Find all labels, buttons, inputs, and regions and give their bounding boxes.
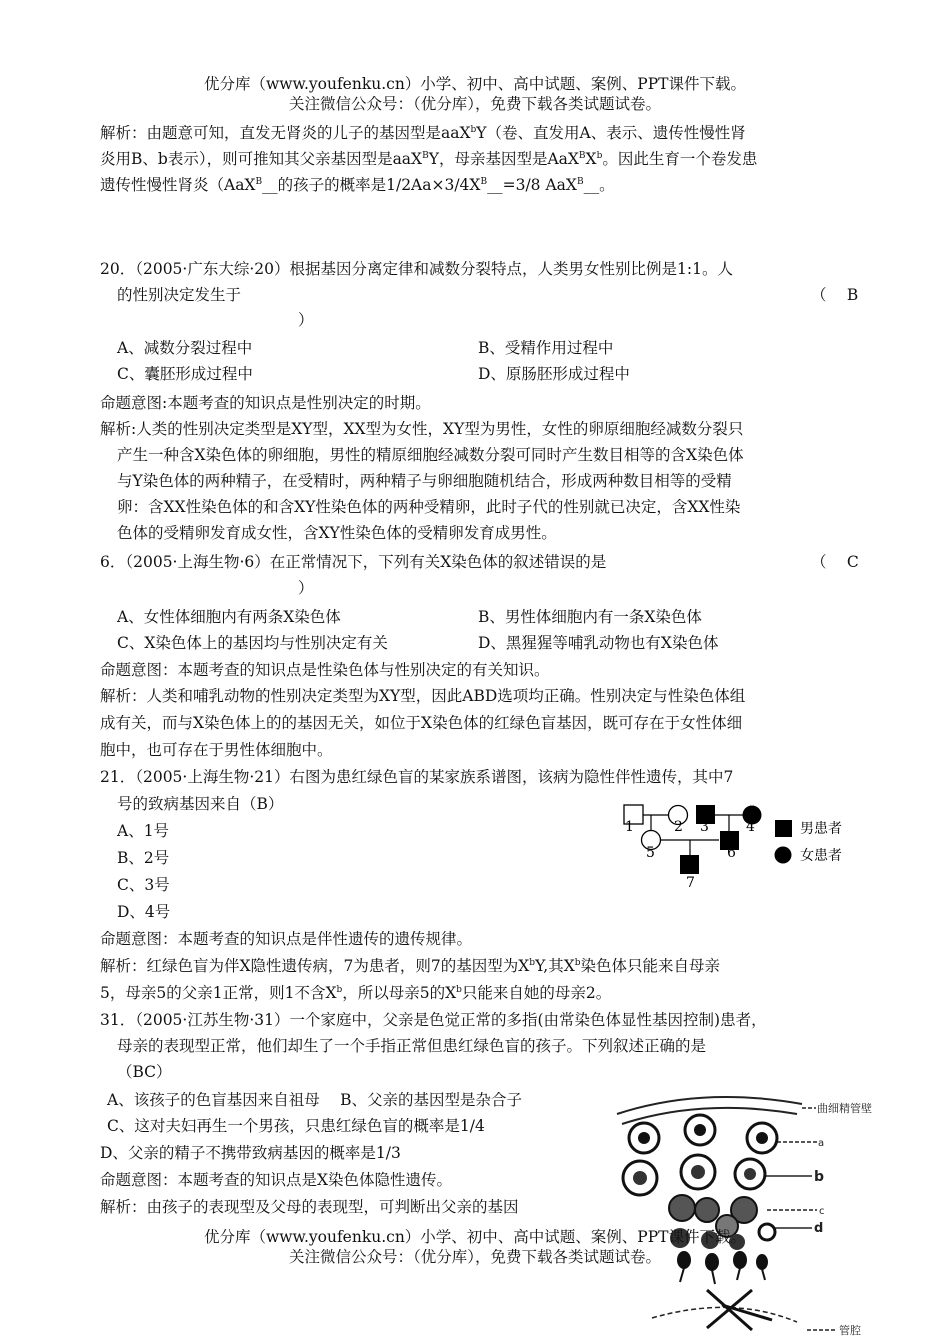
- figure-label-c: c: [819, 1206, 825, 1217]
- figure-label-d: d: [814, 1221, 824, 1236]
- pedigree-label-5: 5: [646, 845, 655, 861]
- q31-option-c: C、这对夫妇再生一个男孩，只患红绿色盲的概率是1/4: [107, 1117, 485, 1135]
- q6-option-d: D、黑猩猩等哺乳动物也有X染色体: [478, 634, 719, 652]
- q20-analysis-line-1: 解析:人类的性别决定类型是XY型，XX型为女性，XY型为男性，女性的卵原细胞经减数分裂只: [100, 420, 744, 438]
- q6-answer: （ C: [811, 553, 859, 571]
- footer-line-2: 关注微信公众号：（优分库），免费下载各类试题试卷。: [288, 1248, 661, 1266]
- q6-option-b: B、男性体细胞内有一条X染色体: [478, 608, 702, 626]
- pedigree-label-2: 2: [674, 819, 683, 835]
- q20-option-d: D、原肠胚形成过程中: [478, 365, 630, 383]
- q6-answer-close: ）: [298, 579, 314, 597]
- q6-stem: 6．（2005·上海生物·6）在正常情况下，下列有关X染色体的叙述错误的是: [100, 553, 607, 571]
- pedigree-chart: [615, 795, 875, 895]
- intro-line-2: 炎用B、b表示），则可推知其父亲基因型是aaX$^B$Y，母亲基因型是$AaX^BX^b$。因此生育一个卷发患: [100, 150, 758, 168]
- legend-female-patient-symbol: [775, 847, 792, 864]
- q21-analysis-line-2: 5，母亲5的父亲1正常，则1不含$X^b$，所以母亲5的$X^b$只能来自她的母亲2。: [100, 984, 612, 1002]
- q21-option-a: A、1号: [117, 822, 170, 840]
- q21-option-c: C、3号: [117, 876, 170, 894]
- pedigree-label-4: 4: [746, 819, 755, 835]
- q31-option-a-b: A、该孩子的色盲基因来自祖母 B、父亲的基因型是杂合子: [107, 1091, 523, 1109]
- intro-line-1: 解析：由题意可知，直发无肾炎的儿子的基因型是aaX$^b$Y（卷、直发用A、表示、遗传性慢性肾: [100, 124, 746, 142]
- q21-option-d: D、4号: [117, 903, 171, 921]
- q20-analysis-line-5: 色体的受精卵发育成女性，含XY性染色体的受精卵发育成男性。: [117, 524, 557, 542]
- legend-male-patient-label: 男患者: [800, 821, 842, 837]
- intro-line-3: 遗传性慢性肾炎（AaX$^B$__的孩子的概率是$1/2Aa\times 3/4X^B\_\_=3/8$ AaX$^B$__。: [100, 176, 615, 194]
- q6-intent: 命题意图：本题考查的知识点是性染色体与性别决定的有关知识。: [100, 661, 550, 679]
- pedigree-label-7: 7: [686, 875, 695, 891]
- q31-stem-line-2: 母亲的表现型正常，他们却生了一个手指正常但患红绿色盲的孩子。下列叙述正确的是: [117, 1037, 707, 1055]
- pedigree-label-1: 1: [625, 819, 634, 835]
- q20-answer: （ B: [811, 286, 859, 304]
- seminiferous-tubule-figure: [612, 1090, 872, 1341]
- sperm-tails-in-lumen: [707, 1290, 772, 1330]
- q20-stem-line-2: 的性别决定发生于: [117, 286, 242, 304]
- figure-label-a: a: [818, 1138, 825, 1149]
- q31-stem-line-1: 31．（2005·江苏生物·31）一个家庭中，父亲是色觉正常的多指(由常染色体显性基因控制)患者，: [100, 1011, 767, 1029]
- q6-analysis-line-2: 成有关，而与X染色体上的的基因无关，如位于X染色体的红绿色盲基因，既可存在于女性体细: [100, 714, 743, 732]
- pedigree-individual-7-affected-male: [680, 855, 699, 874]
- legend-female-patient-label: 女患者: [800, 848, 842, 864]
- primary-spermatocyte-cells: [623, 1155, 765, 1195]
- q21-stem-line-2: 号的致病基因来自（B）: [117, 795, 284, 813]
- q6-analysis-line-3: 胞中，也可存在于男性体细胞中。: [100, 741, 333, 759]
- q20-analysis-line-4: 卵：含XX性染色体的和含XY性染色体的两种受精卵，此时子代的性别就已决定，含XX性染: [117, 498, 741, 516]
- q31-option-d: D、父亲的精子不携带致病基因的概率是1/3: [100, 1144, 401, 1162]
- q6-option-c: C、X染色体上的基因均与性别决定有关: [117, 634, 388, 652]
- pedigree-label-6: 6: [727, 845, 736, 861]
- q6-analysis-line-1: 解析：人类和哺乳动物的性别决定类型为XY型，因此ABD选项均正确。性别决定与性染色体组: [100, 687, 746, 705]
- header-line-2: 关注微信公众号：（优分库），免费下载各类试题试卷。: [288, 95, 661, 113]
- q20-analysis-line-2: 产生一种含X染色体的卵细胞，男性的精原细胞经减数分裂可同时产生数目相等的含X染色体: [117, 446, 744, 464]
- q20-option-a: A、减数分裂过程中: [117, 339, 253, 357]
- q31-stem-line-3: （BC）: [117, 1063, 172, 1081]
- q21-analysis-line-1: 解析：红绿色盲为伴X隐性遗传病，7为患者，则7的基因型为$X^bY$,其$X^b$染色体只能来自母亲: [100, 957, 721, 975]
- q31-analysis-line-1: 解析：由孩子的表现型及父母的表现型，可判断出父亲的基因: [100, 1198, 519, 1216]
- q21-option-b: B、2号: [117, 849, 170, 867]
- q21-stem-line-1: 21．（2005·上海生物·21）右图为患红绿色盲的某家族系谱图，该病为隐性伴性遗传，其中7: [100, 768, 734, 786]
- q31-intent: 命题意图：本题考查的知识点是X染色体隐性遗传。: [100, 1171, 453, 1189]
- q20-option-c: C、囊胚形成过程中: [117, 365, 253, 383]
- q20-answer-close: ）: [298, 311, 314, 329]
- q20-analysis-line-3: 与Y染色体的两种精子，在受精时，两种精子与卵细胞随机结合，形成两种数目相等的受精: [117, 472, 732, 490]
- header-line-1: 优分库（www.youfenku.cn）小学、初中、高中试题、案例、PPT课件下载。: [203, 75, 747, 93]
- legend-male-patient-symbol: [775, 820, 792, 837]
- q21-intent: 命题意图：本题考查的知识点是伴性遗传的遗传规律。: [100, 930, 473, 948]
- figure-label-b: b: [814, 1169, 825, 1185]
- q6-option-a: A、女性体细胞内有两条X染色体: [117, 608, 341, 626]
- spermatogonia-cells: [629, 1115, 777, 1153]
- pedigree-label-3: 3: [700, 819, 709, 835]
- figure-bottom-label: 管腔: [839, 1324, 861, 1337]
- q20-intent: 命题意图:本题考查的知识点是性别决定的时期。: [100, 394, 431, 412]
- q20-option-b: B、受精作用过程中: [478, 339, 614, 357]
- footer-line-1: 优分库（www.youfenku.cn）小学、初中、高中试题、案例、PPT课件下载。: [203, 1228, 747, 1246]
- q20-stem-line-1: 20．（2005·广东大综·20）根据基因分离定律和减数分裂特点，人类男女性别比例是1:1。人: [100, 260, 733, 278]
- figure-top-label: 曲细精管壁: [817, 1102, 872, 1115]
